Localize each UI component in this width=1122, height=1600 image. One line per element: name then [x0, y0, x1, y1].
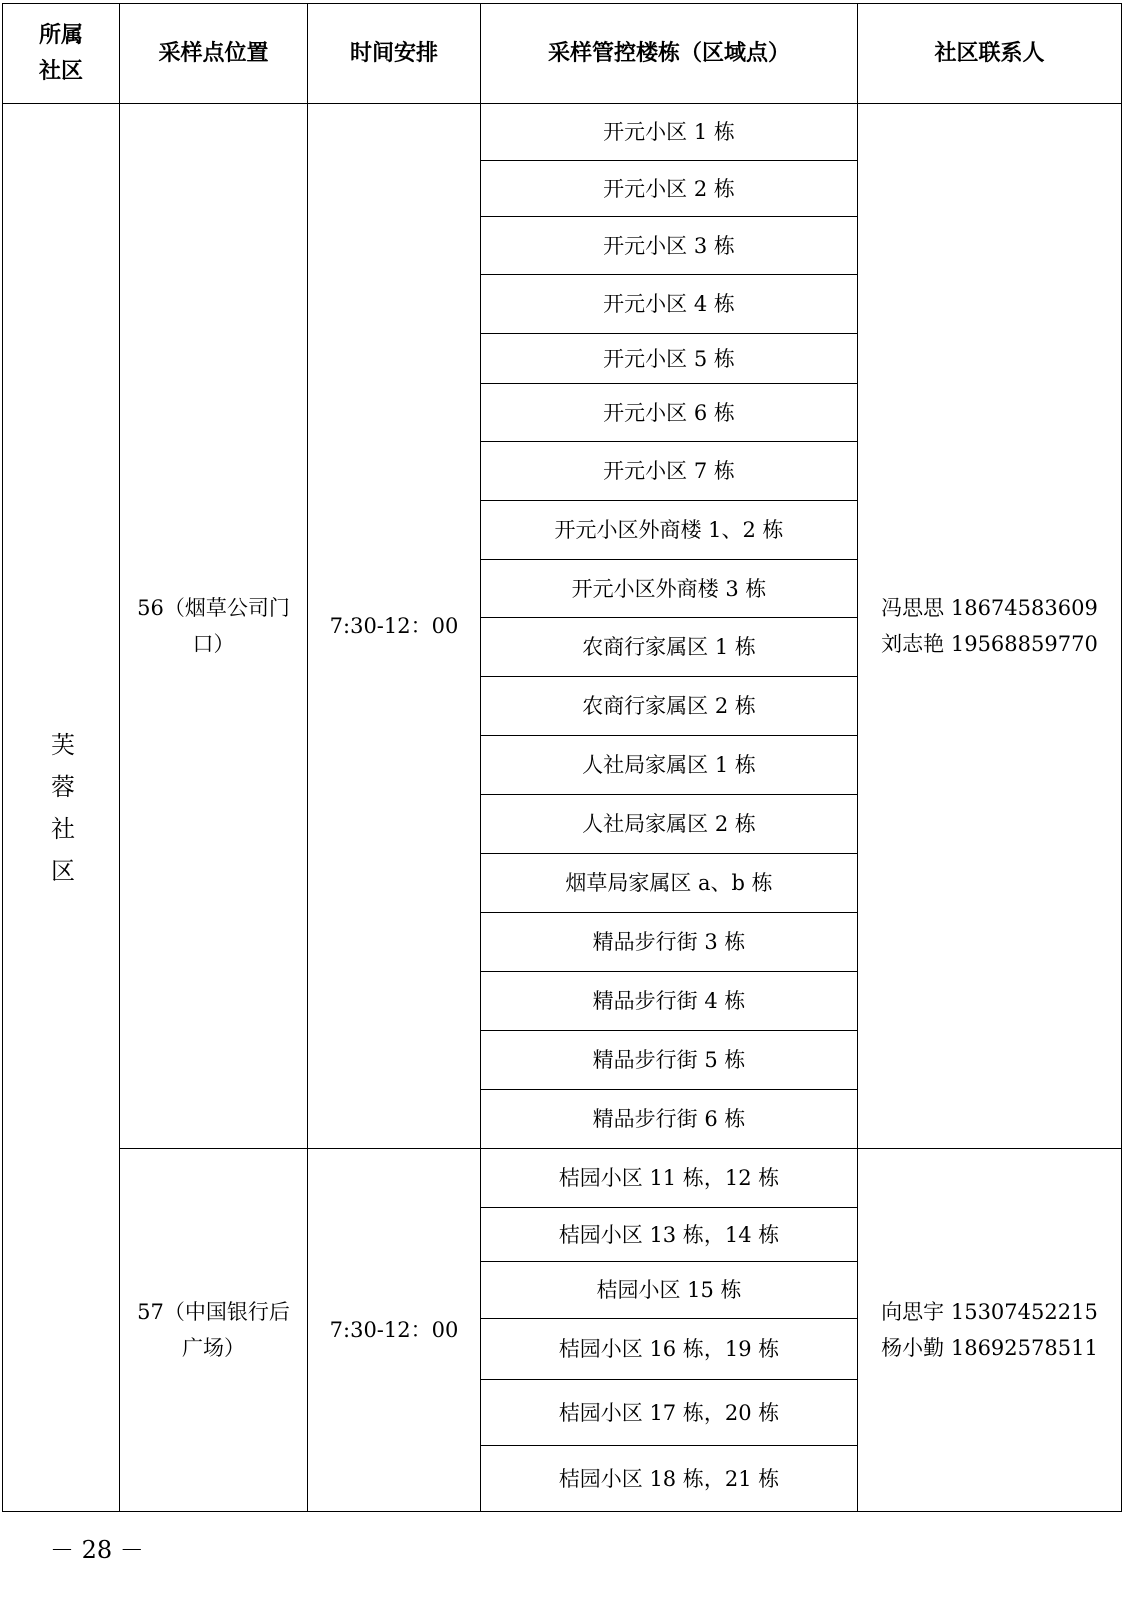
community-cell: 芙蓉社区 — [3, 104, 120, 1512]
building-cell: 桔园小区 11 栋，12 栋 — [481, 1149, 858, 1208]
building-cell: 精品步行街 4 栋 — [481, 972, 858, 1031]
building-cell: 人社局家属区 2 栋 — [481, 795, 858, 854]
building-cell: 开元小区 3 栋 — [481, 217, 858, 275]
page-number: － 28 － — [50, 1536, 144, 1564]
site-location-cell: 56（烟草公司门口） — [120, 104, 308, 1149]
contact-line: 刘志艳 19568859770 — [881, 632, 1098, 656]
building-cell: 精品步行街 3 栋 — [481, 913, 858, 972]
contact-line: 杨小勤 18692578511 — [881, 1336, 1098, 1360]
building-cell: 桔园小区 13 栋，14 栋 — [481, 1208, 858, 1262]
building-cell: 人社局家属区 1 栋 — [481, 736, 858, 795]
site-location-cell: 57（中国银行后广场） — [120, 1149, 308, 1512]
sampling-schedule-table — [2, 3, 1122, 1512]
building-cell: 开元小区 4 栋 — [481, 275, 858, 334]
building-cell: 烟草局家属区 a、b 栋 — [481, 854, 858, 913]
building-cell: 开元小区 2 栋 — [481, 161, 858, 217]
site-time-cell: 7:30-12：00 — [308, 104, 481, 1149]
building-cell: 桔园小区 15 栋 — [481, 1262, 858, 1319]
header-buildings: 采样管控楼栋（区域点） — [481, 4, 858, 104]
building-cell: 农商行家属区 2 栋 — [481, 677, 858, 736]
header-community: 所属社区 — [3, 4, 120, 104]
building-cell: 开元小区外商楼 1、2 栋 — [481, 501, 858, 560]
table-row — [3, 1149, 1122, 1208]
building-cell: 精品步行街 5 栋 — [481, 1031, 858, 1090]
contacts-cell — [858, 1149, 1122, 1512]
contact-line: 冯思思 18674583609 — [881, 596, 1098, 620]
building-cell: 开元小区 7 栋 — [481, 442, 858, 501]
table-row — [3, 104, 1122, 161]
building-cell: 桔园小区 18 栋，21 栋 — [481, 1446, 858, 1512]
contacts-cell — [858, 104, 1122, 1149]
building-cell: 桔园小区 17 栋，20 栋 — [481, 1380, 858, 1446]
header-site-location: 采样点位置 — [120, 4, 308, 104]
header-row — [3, 4, 1122, 104]
header-contacts: 社区联系人 — [858, 4, 1122, 104]
header-time: 时间安排 — [308, 4, 481, 104]
building-cell: 精品步行街 6 栋 — [481, 1090, 858, 1149]
building-cell: 开元小区 6 栋 — [481, 384, 858, 442]
contact-line: 向思宇 15307452215 — [881, 1300, 1098, 1324]
site-time-cell: 7:30-12：00 — [308, 1149, 481, 1512]
building-cell: 开元小区 1 栋 — [481, 104, 858, 161]
building-cell: 开元小区 5 栋 — [481, 334, 858, 384]
building-cell: 农商行家属区 1 栋 — [481, 618, 858, 677]
building-cell: 开元小区外商楼 3 栋 — [481, 560, 858, 618]
building-cell: 桔园小区 16 栋，19 栋 — [481, 1319, 858, 1380]
